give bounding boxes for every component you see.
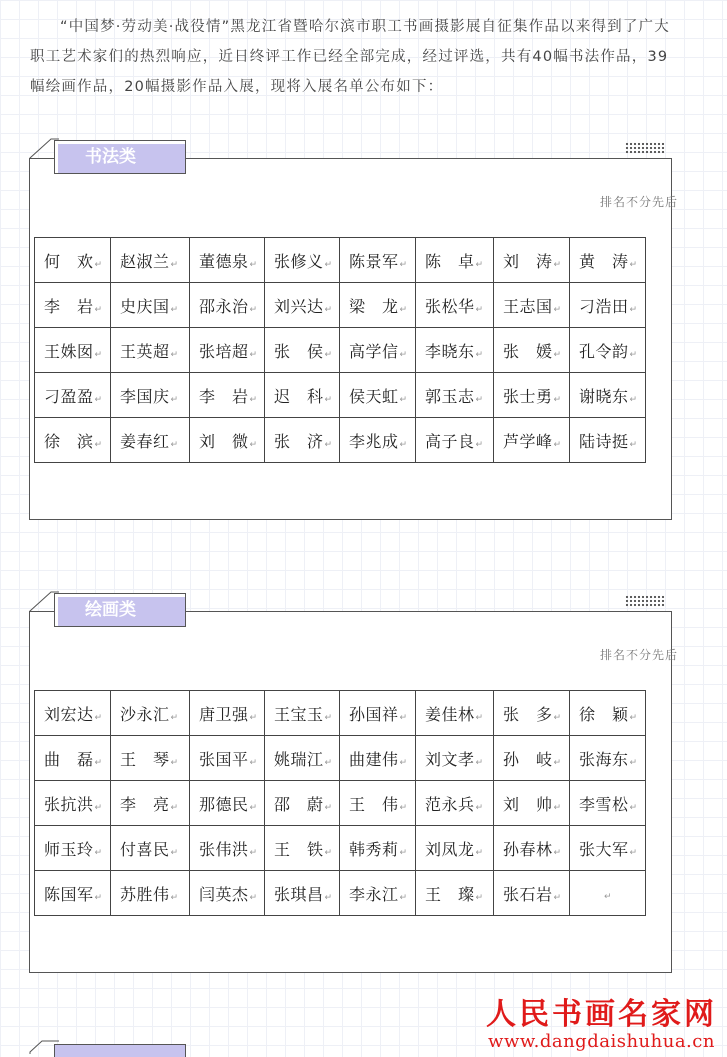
name-cell [340, 736, 416, 781]
paragraph-mark-icon: ↵ [170, 259, 179, 270]
paragraph-mark-icon: ↵ [324, 802, 333, 813]
paragraph-mark-icon: ↵ [94, 349, 103, 360]
person-name: 刘 帅 [503, 794, 553, 814]
paragraph-mark-icon: ↵ [170, 304, 179, 315]
paragraph-mark-icon: ↵ [553, 847, 562, 858]
person-name: 徐 滨 [44, 431, 94, 451]
paragraph-mark-icon: ↵ [249, 304, 258, 315]
paragraph-mark-icon: ↵ [249, 802, 258, 813]
name-cell [416, 328, 494, 373]
name-cell [494, 781, 570, 826]
paragraph-mark-icon: ↵ [399, 892, 408, 903]
paragraph-mark-icon: ↵ [553, 712, 562, 723]
paragraph-mark-icon: ↵ [324, 394, 333, 405]
person-name: 侯天虹 [349, 386, 399, 406]
paragraph-mark-icon: ↵ [170, 349, 179, 360]
person-name: 刁盈盈 [44, 386, 94, 406]
watermark-url: www.dangdaishuhua.cn [488, 1031, 715, 1052]
person-name: 唐卫强 [199, 704, 249, 724]
name-cell [494, 871, 570, 916]
paragraph-mark-icon: ↵ [94, 712, 103, 723]
name-cell [111, 328, 190, 373]
paragraph-mark-icon: ↵ [249, 892, 258, 903]
name-cell [340, 283, 416, 328]
name-cell [340, 871, 416, 916]
name-cell [494, 691, 570, 736]
person-name: 张 多 [503, 704, 553, 724]
name-cell [340, 691, 416, 736]
person-name: 王 伟 [349, 794, 399, 814]
name-cell [265, 328, 340, 373]
paragraph-mark-icon: ↵ [553, 349, 562, 360]
name-cell [35, 781, 111, 826]
paragraph-mark-icon: ↵ [324, 892, 333, 903]
paragraph-mark-icon: ↵ [399, 847, 408, 858]
name-cell [340, 373, 416, 418]
name-cell [494, 418, 570, 463]
person-name: 师玉玲 [44, 839, 94, 859]
paragraph-mark-icon: ↵ [399, 304, 408, 315]
paragraph-mark-icon: ↵ [629, 349, 638, 360]
paragraph-mark-icon: ↵ [629, 394, 638, 405]
table-row [35, 373, 646, 418]
person-name: 刘兴达 [274, 296, 324, 316]
person-name: 刁浩田 [579, 296, 629, 316]
paragraph-mark-icon: ↵ [94, 802, 103, 813]
paragraph-mark-icon: ↵ [629, 712, 638, 723]
person-name: 李 亮 [120, 794, 170, 814]
paragraph-mark-icon: ↵ [170, 757, 179, 768]
paragraph-mark-icon: ↵ [324, 439, 333, 450]
calligraphy-names-table [34, 237, 646, 463]
person-name: 张 媛 [503, 341, 553, 361]
name-cell [111, 781, 190, 826]
name-cell [570, 238, 646, 283]
person-name: 高学信 [349, 341, 399, 361]
name-cell [265, 691, 340, 736]
person-name: 王志国 [503, 296, 553, 316]
person-name: 邵 蔚 [274, 794, 324, 814]
name-cell [416, 238, 494, 283]
section-corner-decoration [29, 1040, 59, 1054]
name-cell [494, 373, 570, 418]
name-cell [416, 373, 494, 418]
person-name: 那德民 [199, 794, 249, 814]
paragraph-mark-icon: ↵ [475, 757, 484, 768]
name-cell [416, 826, 494, 871]
person-name: 张松华 [425, 296, 475, 316]
person-name: 芦学峰 [503, 431, 553, 451]
calligraphy-section [20, 138, 692, 524]
name-cell [35, 418, 111, 463]
table-row [35, 418, 646, 463]
name-cell [340, 781, 416, 826]
name-cell [35, 283, 111, 328]
name-cell [190, 691, 265, 736]
person-name: 王宝玉 [274, 704, 324, 724]
paragraph-mark-icon: ↵ [94, 892, 103, 903]
paragraph-mark-icon: ↵ [324, 304, 333, 315]
name-cell [494, 328, 570, 373]
person-name: 张国平 [199, 749, 249, 769]
person-name: 姜春红 [120, 431, 170, 451]
name-cell [416, 691, 494, 736]
paragraph-mark-icon: ↵ [94, 439, 103, 450]
name-cell [340, 826, 416, 871]
person-name: 韩秀莉 [349, 839, 399, 859]
name-cell [570, 691, 646, 736]
person-name: 陆诗挺 [579, 431, 629, 451]
person-name: 刘文孝 [425, 749, 475, 769]
paragraph-mark-icon: ↵ [475, 304, 484, 315]
paragraph-mark-icon: ↵ [553, 394, 562, 405]
paragraph-mark-icon: ↵ [94, 304, 103, 315]
name-cell [111, 373, 190, 418]
paragraph-mark-icon: ↵ [553, 259, 562, 270]
person-name: 张抗洪 [44, 794, 94, 814]
person-name: 范永兵 [425, 794, 475, 814]
name-cell [35, 238, 111, 283]
person-name: 李兆成 [349, 431, 399, 451]
paragraph-mark-icon: ↵ [170, 712, 179, 723]
paragraph-mark-icon: ↵ [475, 802, 484, 813]
table-row [35, 328, 646, 373]
name-cell [190, 373, 265, 418]
person-name: 曲建伟 [349, 749, 399, 769]
paragraph-mark-icon: ↵ [475, 394, 484, 405]
name-cell [416, 418, 494, 463]
person-name: 徐 颖 [579, 704, 629, 724]
name-cell [494, 283, 570, 328]
person-name: 李永江 [349, 884, 399, 904]
painting-section [20, 591, 692, 977]
name-cell [265, 826, 340, 871]
paragraph-mark-icon: ↵ [170, 802, 179, 813]
person-name: 李 岩 [44, 296, 94, 316]
table-row [35, 238, 646, 283]
name-cell [416, 736, 494, 781]
name-cell [494, 238, 570, 283]
paragraph-mark-icon: ↵ [399, 802, 408, 813]
dots-decoration [625, 595, 665, 607]
name-cell [570, 328, 646, 373]
person-name: 闫英杰 [199, 884, 249, 904]
paragraph-mark-icon: ↵ [249, 349, 258, 360]
person-name: 张 侯 [274, 341, 324, 361]
table-row [35, 871, 646, 916]
paragraph-mark-icon: ↵ [94, 757, 103, 768]
paragraph-mark-icon: ↵ [94, 259, 103, 270]
person-name: 张海东 [579, 749, 629, 769]
paragraph-mark-icon: ↵ [553, 757, 562, 768]
paragraph-mark-icon: ↵ [629, 757, 638, 768]
name-cell [111, 826, 190, 871]
paragraph-mark-icon: ↵ [629, 439, 638, 450]
person-name: 陈景军 [349, 251, 399, 271]
table-row [35, 691, 646, 736]
intro-paragraph: “中国梦·劳动美·战役情”黑龙江省暨哈尔滨市职工书画摄影展自征集作品以来得到了广大职工艺术家们的热烈响应，近日终评工作已经全部完成，经过评选，共有40幅书法作品，39幅绘画作品，20幅摄影作品入展，现将入展名单公布如下： [30, 19, 670, 95]
name-cell [190, 238, 265, 283]
painting-names-table [34, 690, 646, 916]
person-name: 高子良 [425, 431, 475, 451]
paragraph-mark-icon: ↵ [94, 394, 103, 405]
paragraph-mark-icon: ↵ [324, 349, 333, 360]
name-cell [570, 283, 646, 328]
person-name: 迟 科 [274, 386, 324, 406]
person-name: 邵永治 [199, 296, 249, 316]
paragraph-mark-icon: ↵ [324, 712, 333, 723]
name-cell [111, 736, 190, 781]
name-cell [111, 238, 190, 283]
name-cell [340, 328, 416, 373]
name-cell [265, 238, 340, 283]
paragraph-mark-icon: ↵ [249, 439, 258, 450]
name-cell [570, 736, 646, 781]
name-cell [190, 826, 265, 871]
name-cell [190, 736, 265, 781]
person-name: 李国庆 [120, 386, 170, 406]
paragraph-mark-icon: ↵ [249, 712, 258, 723]
paragraph-mark-icon: ↵ [399, 757, 408, 768]
name-cell [111, 691, 190, 736]
person-name: 刘 涛 [503, 251, 553, 271]
person-name: 王英超 [120, 341, 170, 361]
paragraph-mark-icon: ↵ [399, 394, 408, 405]
paragraph-mark-icon: ↵ [249, 757, 258, 768]
person-name: 郭玉志 [425, 386, 475, 406]
paragraph-mark-icon: ↵ [603, 891, 613, 902]
paragraph-mark-icon: ↵ [475, 349, 484, 360]
name-cell [190, 283, 265, 328]
paragraph-mark-icon: ↵ [475, 712, 484, 723]
person-name: 王姝囡 [44, 341, 94, 361]
name-cell [494, 736, 570, 781]
person-name: 李雪松 [579, 794, 629, 814]
paragraph-mark-icon: ↵ [324, 847, 333, 858]
person-name: 张琪昌 [274, 884, 324, 904]
paragraph-mark-icon: ↵ [629, 304, 638, 315]
paragraph-mark-icon: ↵ [170, 394, 179, 405]
paragraph-mark-icon: ↵ [475, 892, 484, 903]
name-cell [570, 418, 646, 463]
person-name: 赵淑兰 [120, 251, 170, 271]
person-name: 李晓东 [425, 341, 475, 361]
name-cell [416, 283, 494, 328]
paragraph-mark-icon: ↵ [475, 259, 484, 270]
paragraph-mark-icon: ↵ [170, 439, 179, 450]
paragraph-mark-icon: ↵ [553, 802, 562, 813]
person-name: 曲 磊 [44, 749, 94, 769]
name-cell [265, 871, 340, 916]
paragraph-mark-icon: ↵ [475, 847, 484, 858]
person-name: 陈 卓 [425, 251, 475, 271]
paragraph-mark-icon: ↵ [629, 847, 638, 858]
person-name: 刘 微 [199, 431, 249, 451]
site-watermark [486, 998, 717, 1052]
name-cell [190, 871, 265, 916]
person-name: 张修义 [274, 251, 324, 271]
person-name: 王 璨 [425, 884, 475, 904]
person-name: 苏胜伟 [120, 884, 170, 904]
paragraph-mark-icon: ↵ [324, 259, 333, 270]
person-name: 谢晓东 [579, 386, 629, 406]
name-cell [416, 871, 494, 916]
person-name: 黄 涛 [579, 251, 629, 271]
person-name: 孔令韵 [579, 341, 629, 361]
paragraph-mark-icon: ↵ [324, 757, 333, 768]
order-note: 排名不分先后 [599, 195, 678, 209]
person-name: 王 铁 [274, 839, 324, 859]
name-cell [340, 418, 416, 463]
person-name: 张石岩 [503, 884, 553, 904]
table-row [35, 826, 646, 871]
name-cell [35, 871, 111, 916]
name-cell [570, 871, 646, 916]
paragraph-mark-icon: ↵ [249, 847, 258, 858]
person-name: 刘凤龙 [425, 839, 475, 859]
name-cell [570, 826, 646, 871]
table-row [35, 283, 646, 328]
person-name: 张培超 [199, 341, 249, 361]
name-cell [111, 418, 190, 463]
name-cell [190, 328, 265, 373]
paragraph-mark-icon: ↵ [249, 259, 258, 270]
paragraph-mark-icon: ↵ [629, 802, 638, 813]
name-cell [111, 283, 190, 328]
person-name: 姜佳林 [425, 704, 475, 724]
paragraph-mark-icon: ↵ [399, 439, 408, 450]
name-cell [265, 418, 340, 463]
paragraph-mark-icon: ↵ [399, 712, 408, 723]
name-cell [265, 373, 340, 418]
person-name: 沙永汇 [120, 704, 170, 724]
person-name: 张伟洪 [199, 839, 249, 859]
paragraph-mark-icon: ↵ [553, 304, 562, 315]
paragraph-mark-icon: ↵ [170, 847, 179, 858]
name-cell [35, 826, 111, 871]
person-name: 陈国军 [44, 884, 94, 904]
person-name: 梁 龙 [349, 296, 399, 316]
watermark-title: 人民书画名家网 [486, 997, 717, 1032]
person-name: 董德泉 [199, 251, 249, 271]
person-name: 何 欢 [44, 251, 94, 271]
name-cell [265, 736, 340, 781]
name-cell [494, 826, 570, 871]
person-name: 张 济 [274, 431, 324, 451]
table-row [35, 736, 646, 781]
name-cell [265, 781, 340, 826]
person-name: 孙春林 [503, 839, 553, 859]
paragraph-mark-icon: ↵ [249, 394, 258, 405]
person-name: 孙 岐 [503, 749, 553, 769]
paragraph-mark-icon: ↵ [553, 892, 562, 903]
person-name: 张大军 [579, 839, 629, 859]
paragraph-mark-icon: ↵ [553, 439, 562, 450]
person-name: 史庆国 [120, 296, 170, 316]
person-name: 付喜民 [120, 839, 170, 859]
name-cell [35, 691, 111, 736]
paragraph-mark-icon: ↵ [94, 847, 103, 858]
paragraph-mark-icon: ↵ [475, 439, 484, 450]
person-name: 孙国祥 [349, 704, 399, 724]
calligraphy-title: 书法类 [54, 140, 186, 174]
paragraph-mark-icon: ↵ [629, 259, 638, 270]
person-name: 姚瑞江 [274, 749, 324, 769]
name-cell [35, 328, 111, 373]
name-cell [190, 781, 265, 826]
name-cell [570, 781, 646, 826]
paragraph-mark-icon: ↵ [399, 349, 408, 360]
paragraph-mark-icon: ↵ [170, 892, 179, 903]
person-name: 刘宏达 [44, 704, 94, 724]
dots-decoration [625, 142, 665, 154]
name-cell [111, 871, 190, 916]
name-cell [35, 736, 111, 781]
person-name: 李 岩 [199, 386, 249, 406]
order-note: 排名不分先后 [599, 648, 678, 662]
person-name: 王 琴 [120, 749, 170, 769]
person-name: 张士勇 [503, 386, 553, 406]
name-cell [416, 781, 494, 826]
name-cell [570, 373, 646, 418]
painting-title: 绘画类 [54, 593, 186, 627]
name-cell [340, 238, 416, 283]
name-cell [35, 373, 111, 418]
name-cell [190, 418, 265, 463]
next-section-tag-peek [54, 1044, 186, 1057]
name-cell [265, 283, 340, 328]
table-row [35, 781, 646, 826]
paragraph-mark-icon: ↵ [399, 259, 408, 270]
